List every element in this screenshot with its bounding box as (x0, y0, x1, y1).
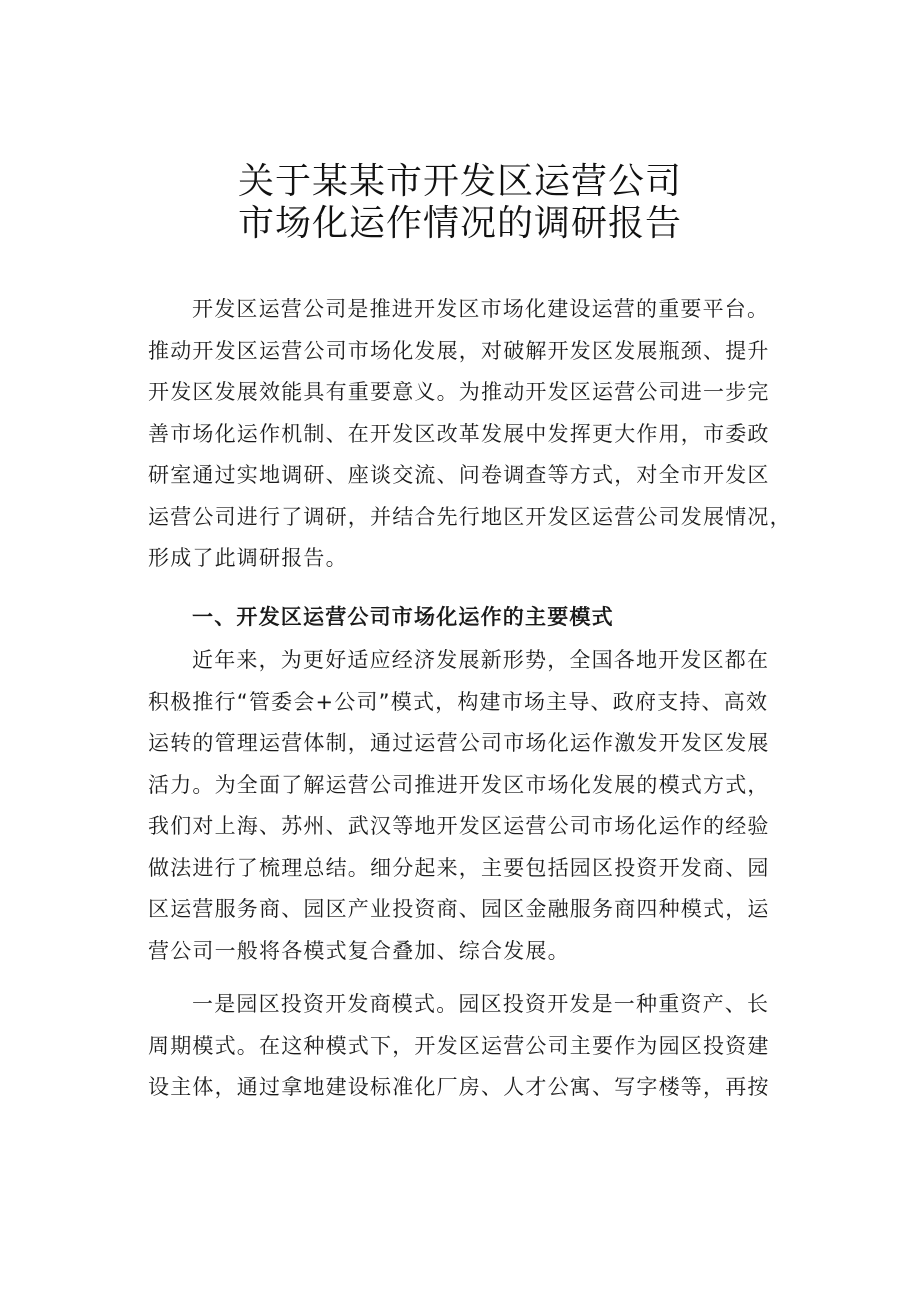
paragraph-line: 研室通过实地调研、座谈交流、问卷调查等方式，对全市开发区 (148, 463, 770, 487)
paragraph-line: 开发区运营公司是推进开发区市场化建设运营的重要平台。 (192, 297, 770, 321)
paragraph-line: 积极推行“管委会+公司”模式，构建市场主导、政府支持、高效 (148, 689, 769, 714)
paragraph-line: 形成了此调研报告。 (148, 546, 348, 570)
paragraph-line: 运营公司进行了调研，并结合先行地区开发区运营公司发展情况， (148, 504, 792, 529)
paragraph-line: 周期模式。在这种模式下，开发区运营公司主要作为园区投资建 (148, 1033, 770, 1058)
modes-paragraph (148, 640, 808, 972)
paragraph-line: 做法进行了梳理总结。细分起来，主要包括园区投资开发商、园 (148, 855, 770, 880)
paragraph-line: 设主体，通过拿地建设标准化厂房、人才公寓、写字楼等，再按 (148, 1075, 770, 1099)
paragraph-line: 活力。为全面了解运营公司推进开发区市场化发展的模式方式， (148, 772, 770, 797)
paragraph-line: 开发区发展效能具有重要意义。为推动开发区运营公司进一步完 (148, 380, 770, 404)
paragraph-line: 区运营服务商、园区产业投资商、园区金融服务商四种模式，运 (148, 897, 770, 921)
section-heading-block (148, 597, 808, 639)
section-heading: 一、开发区运营公司市场化运作的主要模式 (192, 605, 614, 629)
paragraph-line: 营公司一般将各模式复合叠加、综合发展。 (148, 938, 570, 963)
paragraph-line: 近年来，为更好适应经济发展新形势，全国各地开发区都在 (192, 648, 770, 672)
document-title-line-2: 市场化运作情况的调研报告 (237, 203, 682, 244)
paragraph-line: 善市场化运作机制、在开发区改革发展中发挥更大作用，市委政 (148, 421, 770, 446)
paragraph-line: 运转的管理运营体制，通过运营公司市场化运作激发开发区发展 (148, 731, 770, 755)
intro-paragraph (148, 289, 808, 580)
document-title-line-1: 关于某某市开发区运营公司 (237, 161, 682, 202)
investment-developer-paragraph (148, 984, 808, 1109)
paragraph-line: 我们对上海、苏州、武汉等地开发区运营公司市场化运作的经验 (148, 814, 770, 838)
paragraph-line: 一是园区投资开发商模式。园区投资开发是一种重资产、长 (192, 992, 770, 1016)
paragraph-line: 推动开发区运营公司市场化发展，对破解开发区发展瓶颈、提升 (148, 338, 770, 363)
